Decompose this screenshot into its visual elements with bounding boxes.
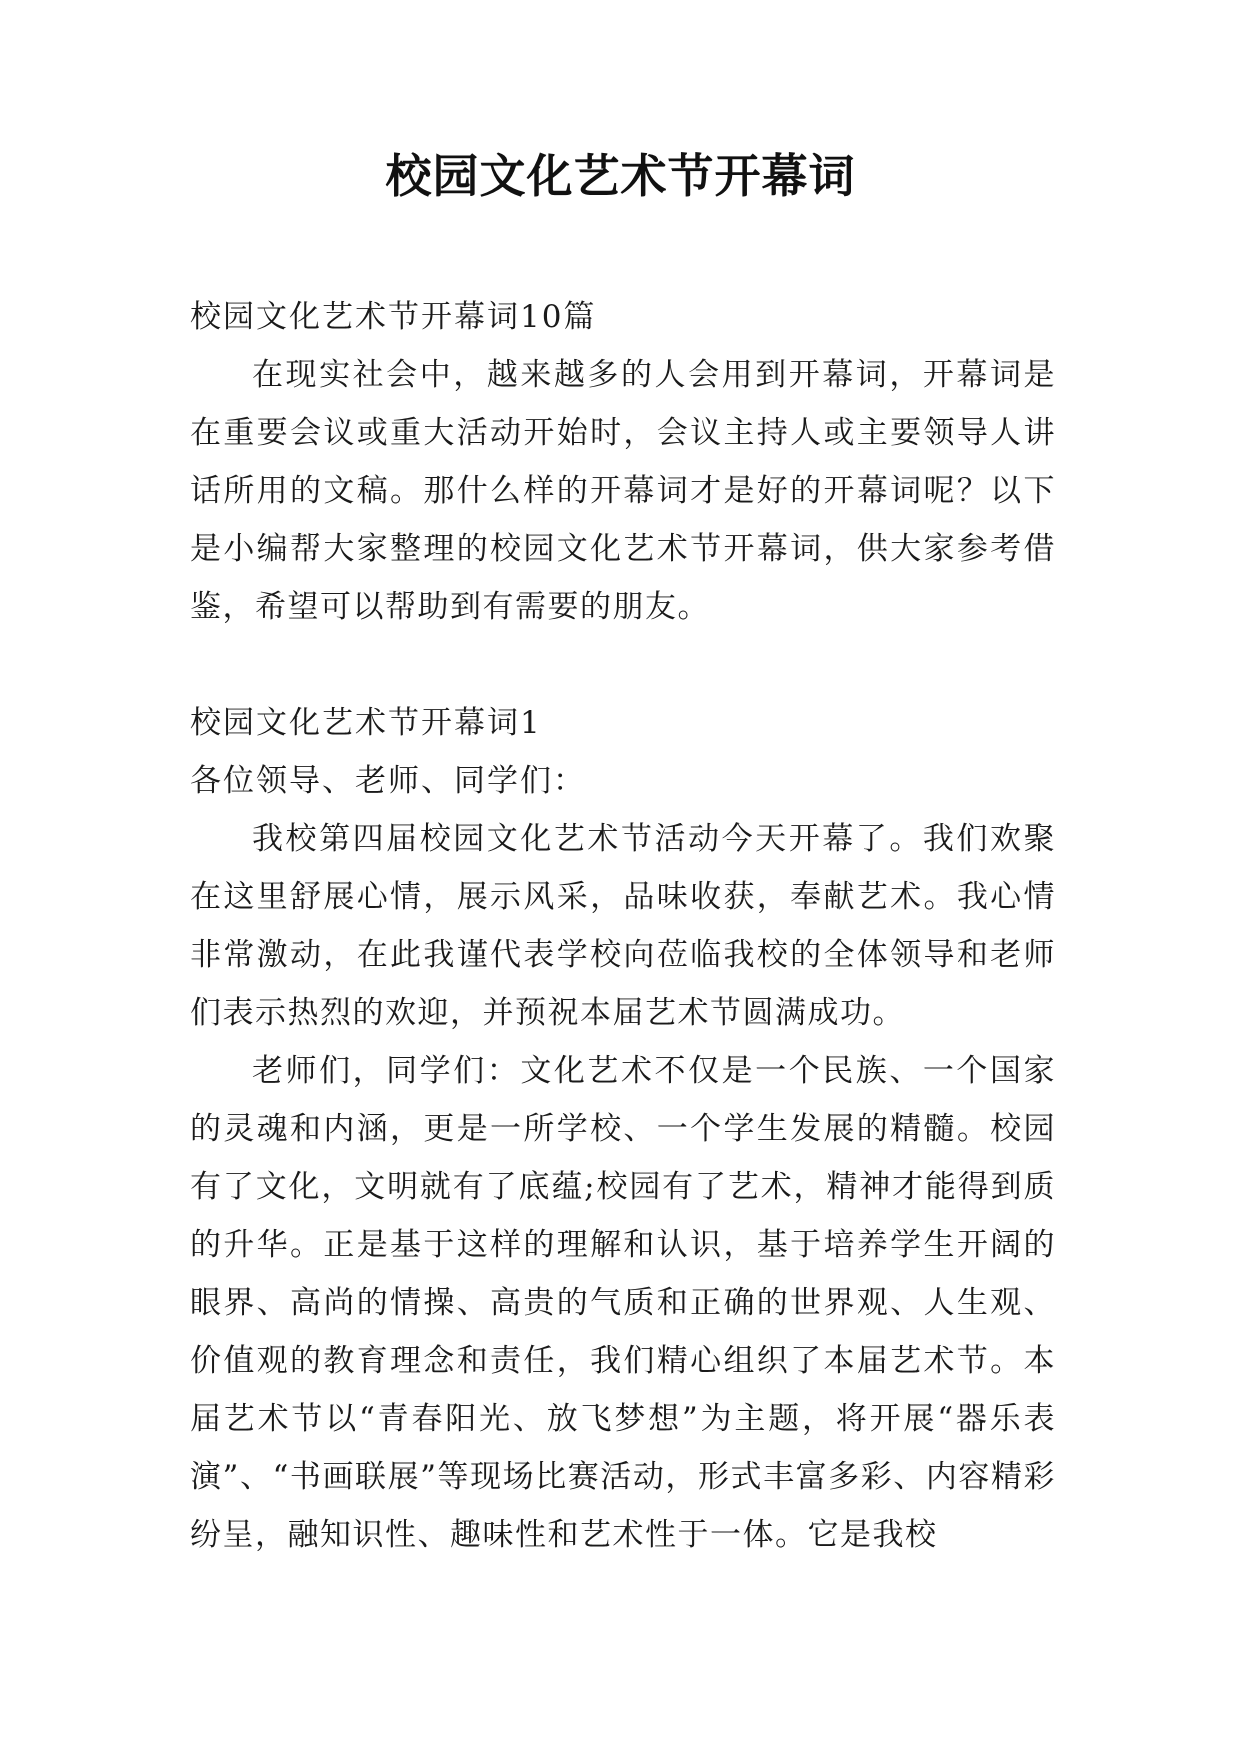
body-paragraph: 我校第四届校园文化艺术节活动今天开幕了。我们欢聚在这里舒展心情，展示风采，品味收获，奉献艺术。我心情非常激动，在此我谨代表学校向莅临我校的全体领导和老师们表示热烈的欢迎，并预祝本届艺术节圆满成功。 xyxy=(190,821,1056,1031)
salutation: 各位领导、老师、同学们： xyxy=(190,763,586,799)
body-paragraph: 老师们，同学们：文化艺术不仅是一个民族、一个国家的灵魂和内涵，更是一所学校、一个学生发展的精髓。校园有了文化，文明就有了底蕴;校园有了艺术，精神才能得到质的升华。正是基于这样的理解和认识，基于培养学生开阔的眼界、高尚的情操、高贵的气质和正确的世界观、人生观、价值观的教育理念和责任，我们精心组织了本届艺术节。本届艺术节以“青春阳光、放飞梦想”为主题，将开展“器乐表演”、“书画联展”等现场比赛活动，形式丰富多彩、内容精彩纷呈，融知识性、趣味性和艺术性于一体。它是我校 xyxy=(190,1053,1056,1553)
document-title: 校园文化艺术节开幕词 xyxy=(385,149,856,203)
document-subtitle: 校园文化艺术节开幕词10篇 xyxy=(190,299,597,335)
document-body xyxy=(190,288,1056,1564)
intro-paragraph: 在现实社会中，越来越多的人会用到开幕词，开幕词是在重要会议或重大活动开始时，会议主持人或主要领导人讲话所用的文稿。那什么样的开幕词才是好的开幕词呢？以下是小编帮大家整理的校园文化艺术节开幕词，供大家参考借鉴，希望可以帮助到有需要的朋友。 xyxy=(190,357,1056,625)
section-heading: 校园文化艺术节开幕词1 xyxy=(190,705,542,741)
